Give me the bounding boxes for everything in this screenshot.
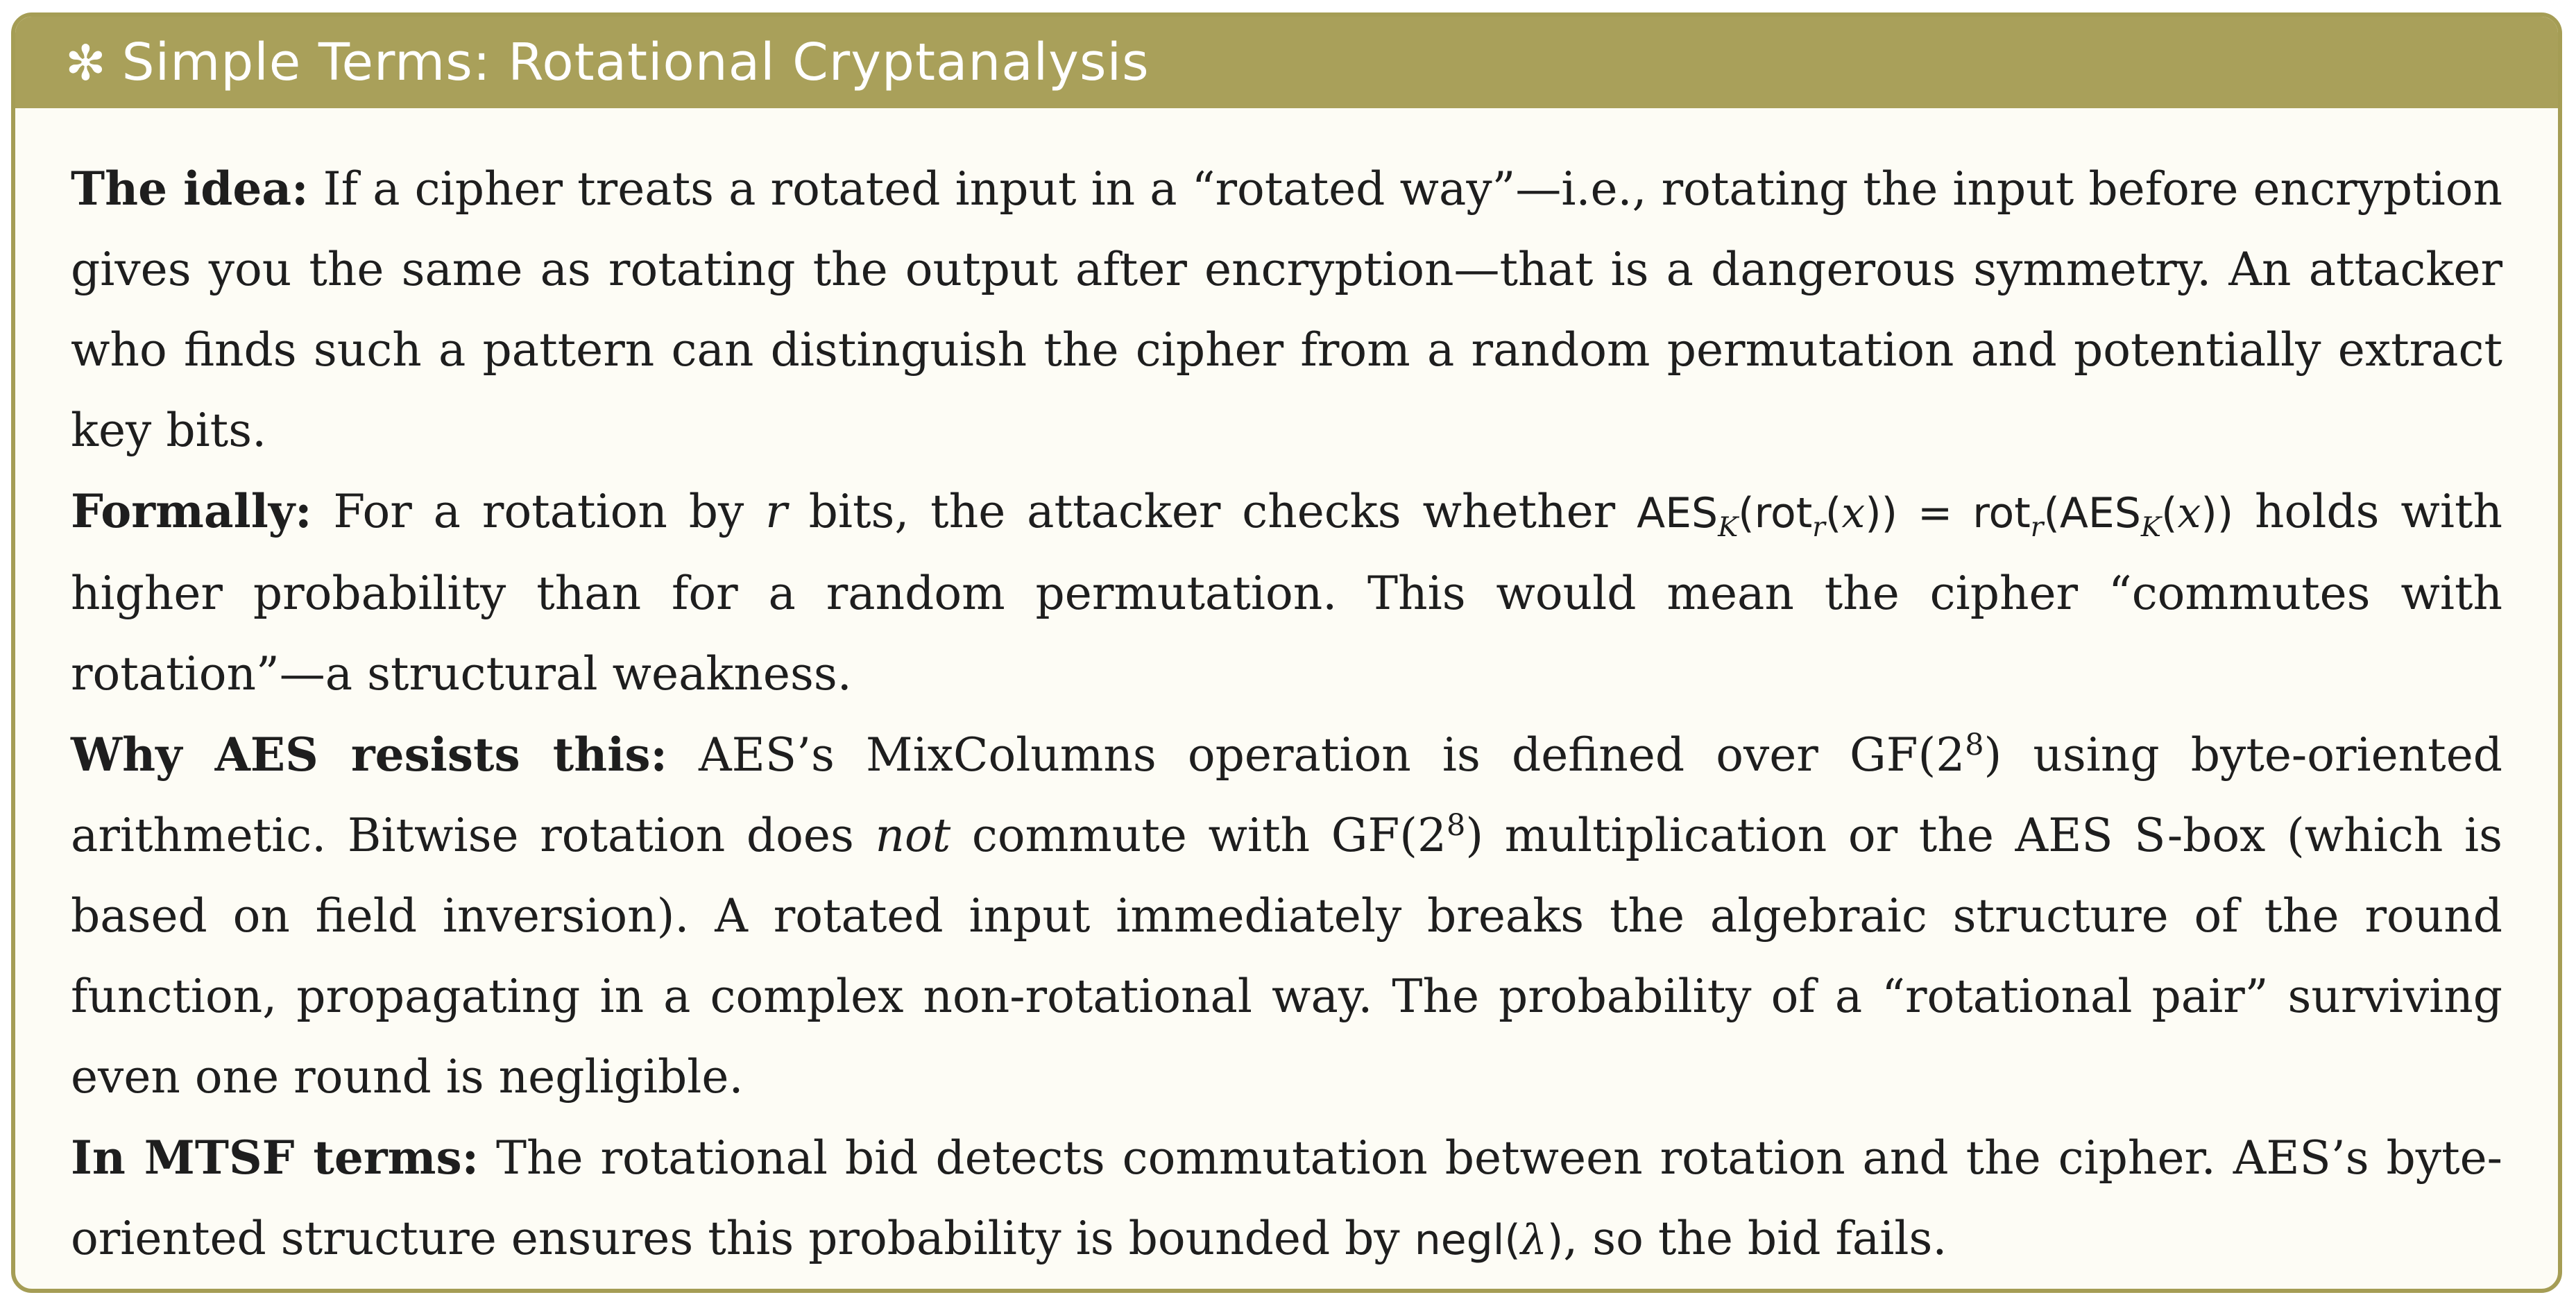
rotational-equation: $AES_K(rot_r(x)) = rot_r(AES_K(x))$ (1637, 489, 2234, 543)
why-text-4: ) multiplication or the AES S-box (which is based on field inversion). A rotated input immediately breaks the algebraic structure of the round function, propagating in a complex non-rotational way. The probability of a “rotational pair” surviving even one round is negligible. (71, 809, 2502, 1104)
formally-label: Formally: (71, 484, 312, 538)
eq-key-2: K (2140, 512, 2162, 543)
paragraph-idea (71, 148, 2502, 471)
negl-expression: negl(λ) (1414, 1216, 1564, 1264)
eq-rsub-1: r (1812, 512, 1825, 543)
eq-x-1: x (1841, 489, 1866, 538)
box-title-text: Simple Terms: Rotational Cryptanalysis (121, 33, 1150, 92)
why-text-3: commute with GF(2 (971, 809, 1447, 862)
box-title (65, 33, 1150, 92)
why-text-2: ) using byte-oriented arithmetic. Bitwise rotation does (71, 728, 2503, 862)
simple-terms-box (11, 12, 2562, 1293)
eq-rot-1: rot (1754, 489, 1813, 538)
why-label: Why AES resists this: (71, 728, 667, 782)
why-sup-1: 8 (1965, 728, 1984, 762)
why-em-not: not (875, 809, 951, 862)
eq-x-2: x (2177, 489, 2201, 538)
variable-r: r (765, 485, 787, 538)
eq-aes-2: AES (2059, 489, 2141, 538)
negl-func: negl (1414, 1216, 1505, 1264)
paragraph-mtsf (71, 1117, 2502, 1280)
why-text-1: AES’s MixColumns operation is defined over GF(2 (699, 728, 1965, 782)
idea-text: If a cipher treats a rotated input in a “rotated way”—i.e., rotating the input before encryption gives you the same as rotating the output after encryption—that is a dangerous symmetry. An attacker who finds such a pattern can distinguish the cipher from a random permutation and potentially extract key bits. (71, 162, 2502, 457)
eq-aes-1: AES (1637, 489, 1718, 538)
box-header (15, 17, 2558, 108)
box-body (15, 108, 2558, 1280)
why-sup-2: 8 (1447, 808, 1466, 843)
mtsf-text-1: The rotational bid detects commutation between rotation and the cipher. AES’s byte-oriented structure ensures this probability is bounded by (71, 1131, 2502, 1265)
formally-text-after-r: bits, the attacker checks whether (808, 485, 1616, 538)
lambda-symbol: λ (1520, 1216, 1547, 1264)
mtsf-text-2: , so the bid fails. (1563, 1212, 1947, 1265)
eq-rsub-2: r (2030, 512, 2044, 543)
paragraph-why (71, 714, 2502, 1117)
eq-rot-2: rot (1972, 489, 2031, 538)
eq-key-1: K (1718, 512, 1739, 543)
mtsf-label: In MTSF terms: (71, 1131, 479, 1185)
paragraph-formally (71, 471, 2502, 714)
formally-text-before-r: For a rotation by (333, 485, 744, 538)
asterisk-icon: ✻ (65, 35, 107, 92)
idea-label: The idea: (71, 162, 309, 216)
formally-text-end: holds with higher probability than for a random permutation. This would mean the cipher “commutes with rotation”—a structural weakness. (71, 485, 2502, 701)
eq-equals: = (1897, 489, 1973, 538)
